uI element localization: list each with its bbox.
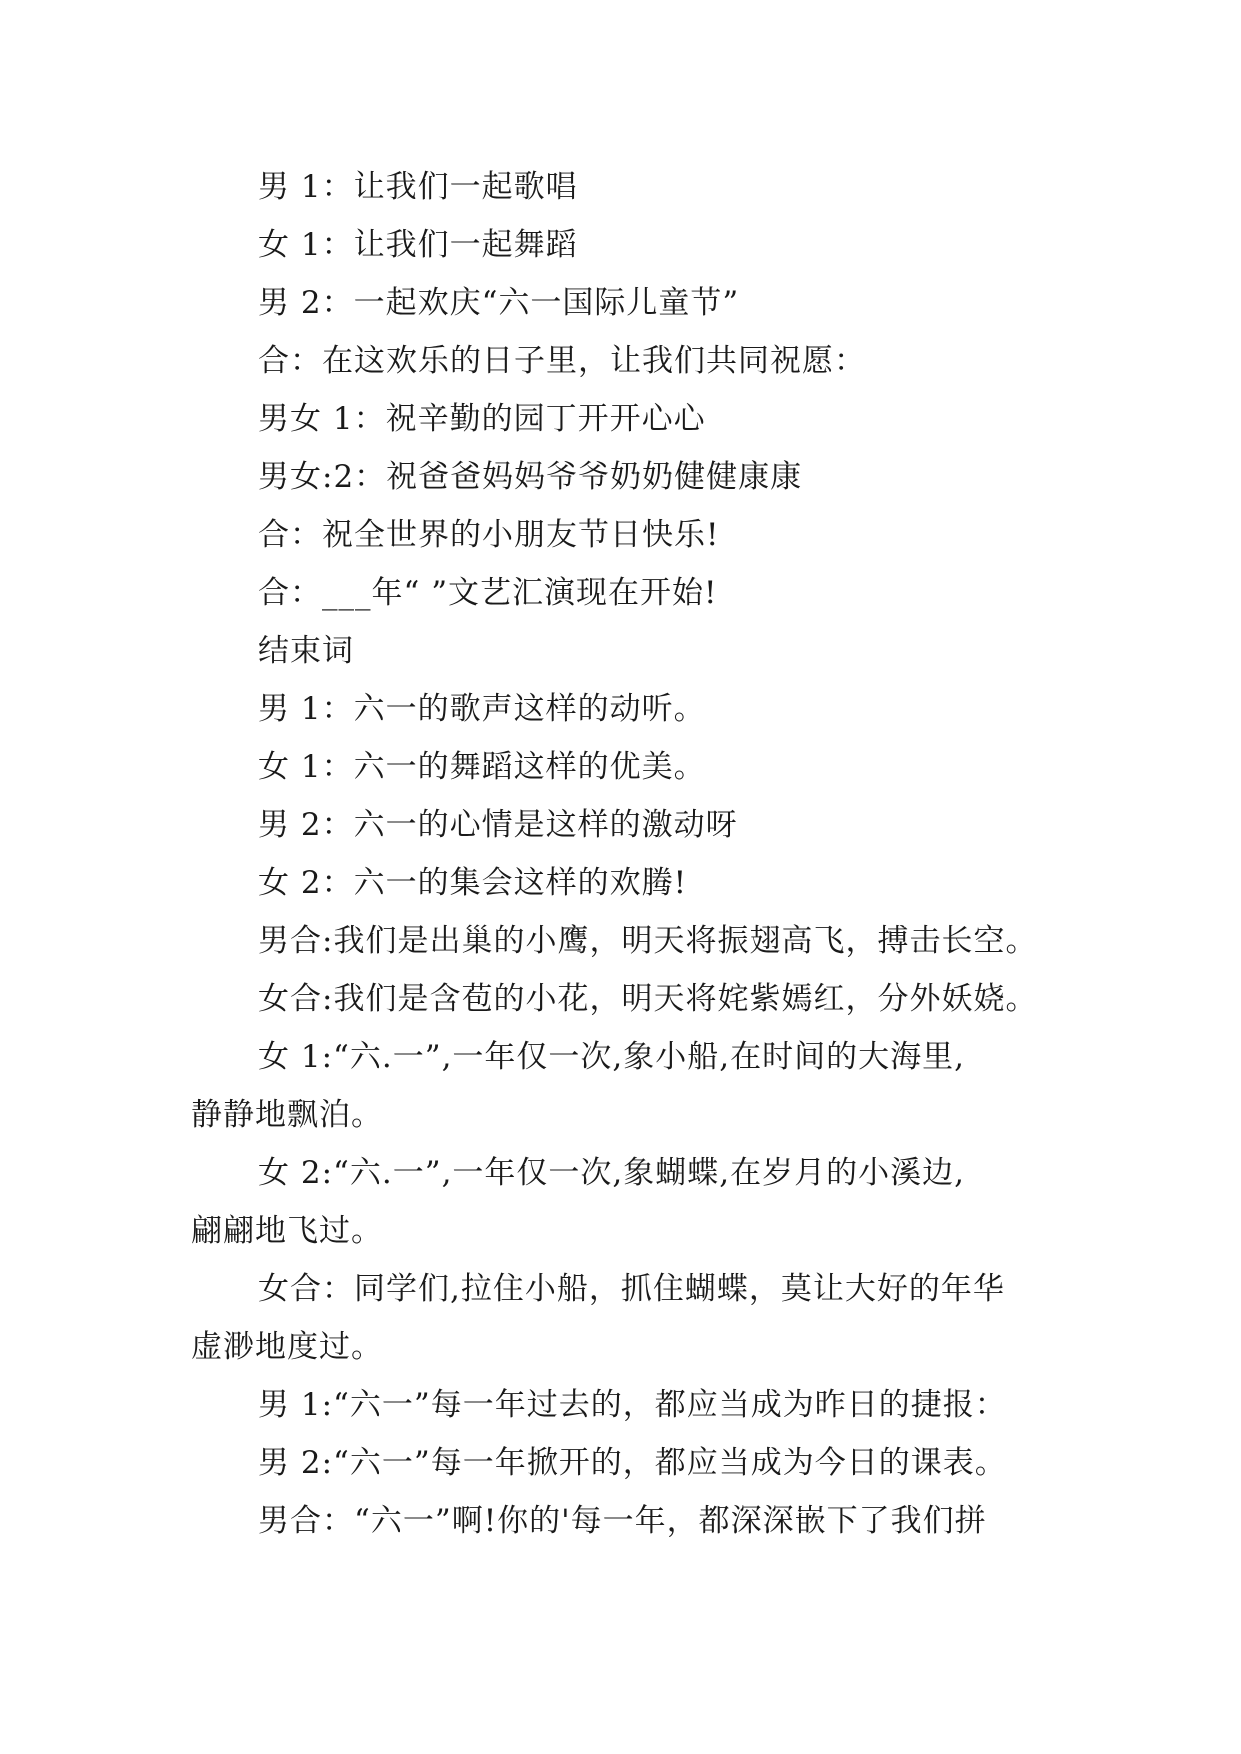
text-line: 男合:我们是出巢的小鹰，明天将振翅高飞，搏击长空。 [258, 923, 1038, 959]
section-heading: 结束词 [258, 633, 354, 669]
text-line: 男女:2：祝爸爸妈妈爷爷奶奶健健康康 [258, 459, 803, 495]
text-line: 女合：同学们,拉住小船，抓住蝴蝶，莫让大好的年华 [258, 1271, 1005, 1307]
text-line: 男 1:“六一”每一年过去的，都应当成为昨日的捷报： [258, 1387, 1007, 1423]
text-line-continuation: 虚渺地度过。 [191, 1329, 383, 1365]
text-line: 男 2：一起欢庆“六一国际儿童节” [258, 285, 740, 321]
text-line: 男 1：六一的歌声这样的动听。 [258, 691, 706, 727]
text-line: 女合:我们是含苞的小花，明天将姹紫嫣红，分外妖娆。 [258, 981, 1038, 1017]
text-line: 合：在这欢乐的日子里，让我们共同祝愿： [258, 343, 866, 379]
text-line: 男女 1：祝辛勤的园丁开开心心 [258, 401, 706, 437]
text-line: 女 1:“六.一”,一年仅一次,象小船,在时间的大海里, [258, 1039, 965, 1075]
document-body [191, 158, 1071, 1550]
text-line: 女 1：六一的舞蹈这样的优美。 [258, 749, 706, 785]
text-line: 女 1：让我们一起舞蹈 [258, 227, 578, 263]
text-line: 男 2：六一的心情是这样的激动呀 [258, 807, 738, 843]
text-line: 合：祝全世界的小朋友节日快乐! [258, 517, 720, 553]
text-line: 男 2:“六一”每一年掀开的，都应当成为今日的课表。 [258, 1445, 1007, 1481]
text-line: 合：___年“ ”文艺汇演现在开始! [258, 575, 718, 611]
text-line: 男合：“六一”啊!你的'每一年，都深深嵌下了我们拼 [258, 1503, 987, 1539]
text-line: 男 1：让我们一起歌唱 [258, 169, 578, 205]
text-line: 女 2：六一的集会这样的欢腾! [258, 865, 688, 901]
text-line-continuation: 静静地飘泊。 [191, 1097, 383, 1133]
text-line: 女 2:“六.一”,一年仅一次,象蝴蝶,在岁月的小溪边, [258, 1155, 965, 1191]
text-line-continuation: 翩翩地飞过。 [191, 1213, 383, 1249]
